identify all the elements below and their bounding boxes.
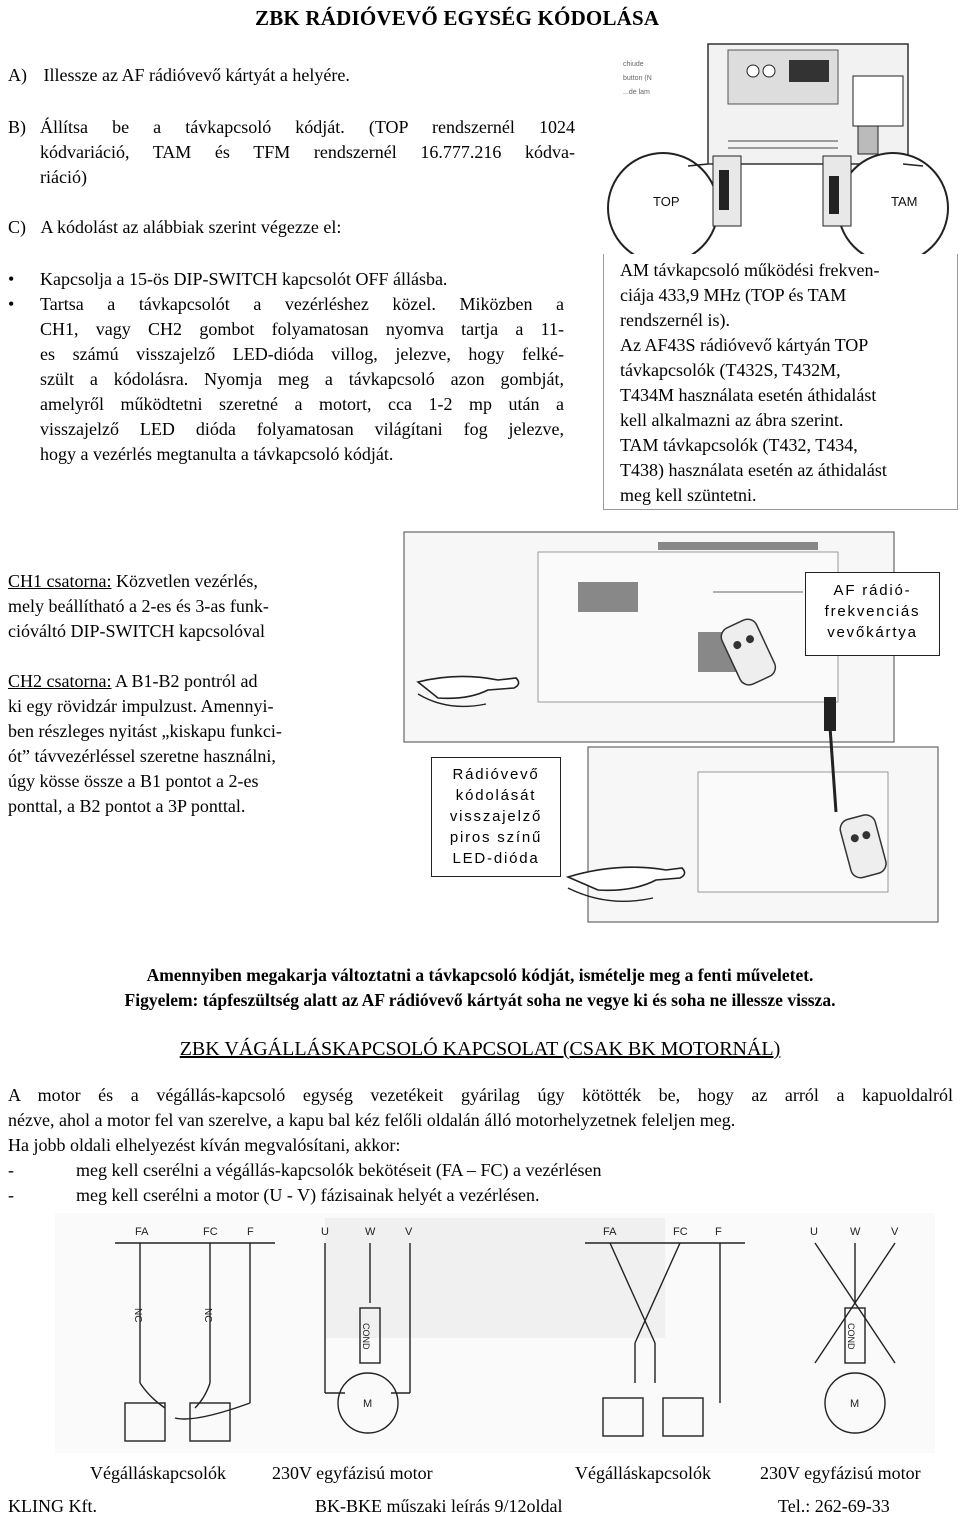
callout-line: vevőkártya bbox=[827, 624, 918, 641]
step-text: Illessze az AF rádióvevő kártyát a helyére. bbox=[43, 65, 350, 85]
note-line: távkapcsolók (T432S, T432M, bbox=[620, 360, 841, 380]
note-line: Az AF43S rádióvevő kártyán TOP bbox=[620, 335, 869, 355]
ch2-line: ót” távvezérléssel szeretne használni, bbox=[8, 746, 276, 766]
terminal-label: FA bbox=[135, 1226, 149, 1238]
step-line: Állítsa be a távkapcsoló kódját. (TOP rendszernél 1024 bbox=[40, 117, 575, 137]
footer-company: KLING Kft. bbox=[8, 1496, 97, 1516]
svg-text:chiude: chiude bbox=[623, 61, 644, 68]
cond-label: COND bbox=[846, 1323, 856, 1350]
ch1-description bbox=[8, 569, 348, 644]
section2-paragraph bbox=[8, 1083, 953, 1208]
terminal-label: FC bbox=[673, 1226, 688, 1238]
dash-text: meg kell cserélni a végállás-kapcsolók bekötéseit (FA – FC) a vezérlésen bbox=[76, 1160, 602, 1180]
wiring-diagram bbox=[55, 1213, 935, 1453]
wiring-drawing bbox=[55, 1213, 935, 1453]
caption-limit-switch-left: Végálláskapcsolók bbox=[90, 1463, 226, 1483]
bullet-line: szült a kódolásra. Nyomja meg a távkapcsoló azon gombját, bbox=[40, 369, 564, 389]
dash-item bbox=[8, 1158, 953, 1183]
terminal-label: V bbox=[891, 1226, 899, 1238]
warning bbox=[0, 963, 960, 1013]
step-label: B) bbox=[8, 117, 26, 137]
step-text: A kódolást az alábbiak szerint végezze el: bbox=[40, 217, 342, 237]
terminal-label: F bbox=[715, 1226, 722, 1238]
note-line: meg kell szüntetni. bbox=[620, 485, 757, 505]
note-line: T434M használata esetén áthidalást bbox=[620, 385, 877, 405]
terminal-label: U bbox=[810, 1226, 818, 1238]
nc-label: NC bbox=[202, 1308, 213, 1323]
footer-doc: BK-BKE műszaki leírás 9/12oldal bbox=[315, 1496, 563, 1516]
step-line: kódvariáció, TAM és TFM rendszernél 16.777.216 kódva- bbox=[40, 142, 575, 162]
callout-line: frekvenciás bbox=[824, 603, 921, 620]
step-label: A) bbox=[8, 65, 27, 85]
caption-motor-left: 230V egyfázisú motor bbox=[272, 1463, 433, 1483]
caption-limit-switch-right: Végálláskapcsolók bbox=[575, 1463, 711, 1483]
section2-title-text: ZBK VÁGÁLLÁSKAPCSOLÓ KAPCSOLAT (CSAK BK MOTORNÁL) bbox=[179, 1038, 781, 1060]
callout-line: Rádióvevő bbox=[452, 766, 540, 783]
dash-marker: - bbox=[8, 1160, 14, 1180]
top-label: TOP bbox=[653, 194, 680, 209]
bullet-icon: • bbox=[8, 269, 15, 289]
svg-text:button (N: button (N bbox=[623, 75, 652, 82]
note-line: ciája 433,9 MHz (TOP és TAM bbox=[620, 285, 847, 305]
terminal-label: U bbox=[321, 1226, 329, 1238]
cond-label: COND bbox=[361, 1323, 371, 1350]
dash-item bbox=[8, 1183, 953, 1208]
terminal-label: F bbox=[247, 1226, 254, 1238]
ch2-line: A B1-B2 pontról ad bbox=[111, 671, 258, 691]
footer-phone: Tel.: 262-69-33 bbox=[778, 1496, 890, 1516]
bullet-item bbox=[8, 267, 564, 292]
step-b bbox=[8, 115, 575, 187]
frequency-note bbox=[603, 254, 958, 510]
terminal-label: W bbox=[365, 1226, 376, 1238]
caption-motor-right: 230V egyfázisú motor bbox=[760, 1463, 921, 1483]
callout-line: AF rádió- bbox=[833, 582, 912, 599]
bullet-line: Kapcsolja a 15-ös DIP-SWITCH kapcsolót OFF állásba. bbox=[40, 269, 448, 289]
step-line: riáció) bbox=[40, 167, 87, 187]
note-line: TAM távkapcsolók (T432, T434, bbox=[620, 435, 858, 455]
dash-marker: - bbox=[8, 1185, 14, 1205]
step-label: C) bbox=[8, 217, 26, 237]
page-title bbox=[255, 6, 715, 31]
tam-label: TAM bbox=[891, 194, 918, 209]
ch2-line: ki egy rövidzár impulzust. Amennyi- bbox=[8, 696, 274, 716]
ch2-description bbox=[8, 669, 348, 819]
bullet-line: hogy a vezérlés megtanulta a távkapcsoló kódját. bbox=[40, 444, 394, 464]
dash-text: meg kell cserélni a motor (U - V) fázisainak helyét a vezérlésen. bbox=[76, 1185, 540, 1205]
bullet-line: CH1, vagy CH2 gombot folyamatosan nyomva tartja a 11- bbox=[40, 319, 564, 339]
led-callout bbox=[431, 757, 561, 877]
callout-line: piros színű bbox=[449, 829, 543, 846]
callout-line: LED-dióda bbox=[452, 850, 540, 867]
note-line: rendszernél is). bbox=[620, 310, 730, 330]
receiver-board-figure bbox=[603, 36, 958, 254]
nc-label: NC bbox=[132, 1308, 143, 1323]
af-card-callout bbox=[805, 572, 940, 656]
terminal-label: W bbox=[850, 1226, 861, 1238]
section2-title bbox=[0, 1036, 960, 1062]
ch2-title: CH2 csatorna: bbox=[8, 671, 112, 691]
page-title-text: ZBK RÁDIÓVEVŐ EGYSÉG KÓDOLÁSA bbox=[255, 6, 660, 30]
para-line: nézve, ahol a motor fel van szerelve, a kapu bal kéz felőli oldalán álló motorhelyzetnek feleljen meg. bbox=[8, 1110, 736, 1130]
motor-label: M bbox=[363, 1398, 373, 1410]
bullet-icon: • bbox=[8, 294, 15, 314]
terminal-label: FA bbox=[603, 1226, 617, 1238]
bullet-item bbox=[8, 292, 564, 467]
step-c bbox=[8, 215, 341, 240]
warning-line: Amennyiben megakarja változtatni a távkapcsoló kódját, ismételje meg a fenti műveletet. bbox=[146, 965, 814, 985]
motor-label: M bbox=[850, 1398, 860, 1410]
callout-line: visszajelző bbox=[449, 808, 543, 825]
callout-line: kódolását bbox=[455, 787, 537, 804]
note-line: kell alkalmazni az ábra szerint. bbox=[620, 410, 844, 430]
step-a bbox=[8, 63, 350, 88]
para-line: Ha jobb oldali elhelyezést kíván megvalósítani, akkor: bbox=[8, 1135, 401, 1155]
terminal-label: V bbox=[405, 1226, 413, 1238]
warning-line: Figyelem: tápfeszültség alatt az AF rádióvevő kártyát soha ne vegye ki és soha ne illessze vissza. bbox=[124, 990, 836, 1010]
bullet-line: Tartsa a távkapcsolót a vezérléshez közel. Miközben a bbox=[40, 294, 564, 314]
para-line: A motor és a végállás-kapcsoló egység vezetékeit gyárilag úgy kötötték be, hogy az arról a kapuoldalról bbox=[8, 1085, 953, 1105]
ch1-line: cióváltó DIP-SWITCH kapcsolóval bbox=[8, 621, 265, 641]
bullet-line: visszajelző LED dióda folyamatosan világítani fog jelezve, bbox=[40, 419, 564, 439]
receiver-board-drawing bbox=[603, 36, 958, 254]
ch1-line: Közvetlen vezérlés, bbox=[111, 571, 258, 591]
note-line: AM távkapcsoló működési frekven- bbox=[620, 260, 880, 280]
bullet-line: amelyről működtetni szeretné a motort, cca 1-2 mp után a bbox=[40, 394, 564, 414]
note-line: T438) használata esetén az áthidalást bbox=[620, 460, 887, 480]
ch1-title: CH1 csatorna: bbox=[8, 571, 112, 591]
ch2-line: ponttal, a B2 pontot a 3P ponttal. bbox=[8, 796, 246, 816]
bullet-line: es számú visszajelző LED-dióda villog, jelezve, hogy felké- bbox=[40, 344, 564, 364]
bullet-list bbox=[8, 267, 564, 467]
terminal-label: FC bbox=[203, 1226, 218, 1238]
ch2-line: úgy kösse össze a B1 pontot a 2-es bbox=[8, 771, 259, 791]
ch1-line: mely beállítható a 2-es és 3-as funk- bbox=[8, 596, 269, 616]
ch2-line: ben részleges nyitást „kiskapu funkci- bbox=[8, 721, 282, 741]
svg-text:...de lam: ...de lam bbox=[623, 89, 650, 96]
